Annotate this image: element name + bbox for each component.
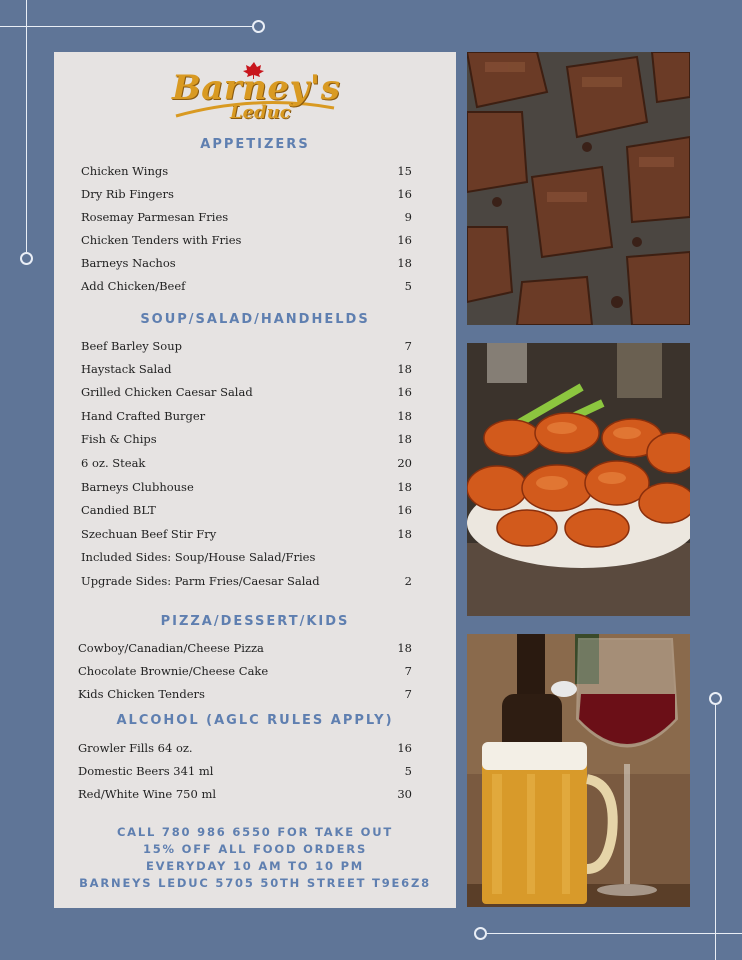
item-price: 16 bbox=[397, 187, 412, 201]
deco-dot-left bbox=[20, 252, 33, 265]
section-title-alcohol: ALCOHOL (AGLC RULES APPLY) bbox=[116, 713, 394, 728]
item-name: Fish & Chips bbox=[81, 432, 157, 446]
contact-footer bbox=[54, 824, 456, 892]
menu-item bbox=[54, 664, 456, 684]
brownies-icon bbox=[467, 52, 690, 325]
menu-item bbox=[54, 550, 456, 570]
item-price: 2 bbox=[404, 574, 412, 588]
item-price: 16 bbox=[397, 503, 412, 517]
item-name: Chicken Wings bbox=[81, 164, 169, 178]
menu-item bbox=[54, 256, 456, 276]
item-name: Barneys Nachos bbox=[81, 256, 176, 270]
brand-location: Leduc bbox=[230, 102, 291, 123]
item-name: Chicken Tenders with Fries bbox=[81, 233, 242, 247]
item-name: Add Chicken/Beef bbox=[81, 279, 186, 293]
item-price: 16 bbox=[397, 741, 412, 755]
menu-item bbox=[54, 409, 456, 429]
item-name: Cowboy/Canadian/Cheese Pizza bbox=[78, 641, 264, 655]
menu-item bbox=[54, 764, 456, 784]
item-price: 16 bbox=[397, 385, 412, 399]
item-name: Kids Chicken Tenders bbox=[78, 687, 205, 701]
menu-item bbox=[54, 187, 456, 207]
item-name: Hand Crafted Burger bbox=[81, 409, 206, 423]
menu-item bbox=[54, 527, 456, 547]
section-title-pizza-dessert-kids: PIZZA/DESSERT/KIDS bbox=[160, 614, 350, 629]
menu-item bbox=[54, 456, 456, 476]
menu-item bbox=[54, 233, 456, 253]
item-price: 20 bbox=[397, 456, 412, 470]
item-name: Candied BLT bbox=[81, 503, 156, 517]
item-price: 18 bbox=[397, 256, 412, 270]
brand-logo bbox=[54, 58, 456, 130]
menu-item bbox=[54, 385, 456, 405]
menu-item bbox=[54, 687, 456, 707]
deco-line-right bbox=[715, 705, 716, 960]
item-name: Szechuan Beef Stir Fry bbox=[81, 527, 217, 541]
brownies-photo bbox=[467, 52, 690, 325]
menu-item bbox=[54, 362, 456, 382]
item-price: 30 bbox=[397, 787, 412, 801]
menu-item bbox=[54, 741, 456, 761]
chicken-wings-photo bbox=[467, 343, 690, 616]
item-name: Barneys Clubhouse bbox=[81, 480, 194, 494]
menu-item bbox=[54, 339, 456, 359]
item-price: 18 bbox=[397, 480, 412, 494]
item-price: 18 bbox=[397, 527, 412, 541]
menu-item bbox=[54, 210, 456, 230]
item-price: 16 bbox=[397, 233, 412, 247]
menu-item bbox=[54, 279, 456, 299]
item-name: Chocolate Brownie/Cheese Cake bbox=[78, 664, 269, 678]
menu-item bbox=[54, 574, 456, 594]
deco-line-left bbox=[26, 0, 27, 252]
deco-dot-right bbox=[709, 692, 722, 705]
deco-line-top bbox=[0, 26, 252, 27]
chicken-wings-icon bbox=[467, 343, 690, 616]
menu-item bbox=[54, 164, 456, 184]
item-name: Beef Barley Soup bbox=[81, 339, 182, 353]
item-name: Growler Fills 64 oz. bbox=[78, 741, 193, 755]
menu-item bbox=[54, 641, 456, 661]
section-title-appetizers: APPETIZERS bbox=[200, 137, 310, 152]
item-price: 5 bbox=[404, 279, 412, 293]
menu-item bbox=[54, 432, 456, 452]
item-name: Rosemay Parmesan Fries bbox=[81, 210, 229, 224]
item-price: 9 bbox=[404, 210, 412, 224]
item-price: 15 bbox=[397, 164, 412, 178]
beer-and-wine-photo bbox=[467, 634, 690, 907]
footer-address: BARNEYS LEDUC 5705 50TH STREET T9E6Z8 bbox=[79, 876, 431, 890]
menu-item bbox=[54, 480, 456, 500]
item-price: 18 bbox=[397, 641, 412, 655]
menu-panel bbox=[54, 52, 456, 908]
footer-phone: CALL 780 986 6550 FOR TAKE OUT bbox=[116, 825, 394, 839]
item-name: Upgrade Sides: Parm Fries/Caesar Salad bbox=[81, 574, 320, 588]
deco-dot-top bbox=[252, 20, 265, 33]
item-name: 6 oz. Steak bbox=[81, 456, 146, 470]
item-name: Dry Rib Fingers bbox=[81, 187, 174, 201]
item-name: Domestic Beers 341 ml bbox=[78, 764, 214, 778]
menu-item bbox=[54, 787, 456, 807]
item-name: Included Sides: Soup/House Salad/Fries bbox=[81, 550, 316, 564]
item-price: 18 bbox=[397, 362, 412, 376]
brand-name: Barney's bbox=[172, 68, 341, 108]
item-price: 7 bbox=[404, 687, 412, 701]
item-price: 7 bbox=[404, 664, 412, 678]
item-price: 18 bbox=[397, 409, 412, 423]
footer-discount: 15% OFF ALL FOOD ORDERS bbox=[142, 842, 368, 856]
item-name: Red/White Wine 750 ml bbox=[78, 787, 217, 801]
item-price: 7 bbox=[404, 339, 412, 353]
menu-item bbox=[54, 503, 456, 523]
deco-line-bottom bbox=[487, 933, 742, 934]
beer-and-wine-icon bbox=[467, 634, 690, 907]
deco-dot-bottom bbox=[474, 927, 487, 940]
item-name: Haystack Salad bbox=[81, 362, 172, 376]
item-name: Grilled Chicken Caesar Salad bbox=[81, 385, 253, 399]
section-title-soup-salad-handhelds: SOUP/SALAD/HANDHELDS bbox=[140, 312, 370, 327]
item-price: 18 bbox=[397, 432, 412, 446]
item-price: 5 bbox=[404, 764, 412, 778]
footer-hours: EVERYDAY 10 AM TO 10 PM bbox=[145, 859, 365, 873]
